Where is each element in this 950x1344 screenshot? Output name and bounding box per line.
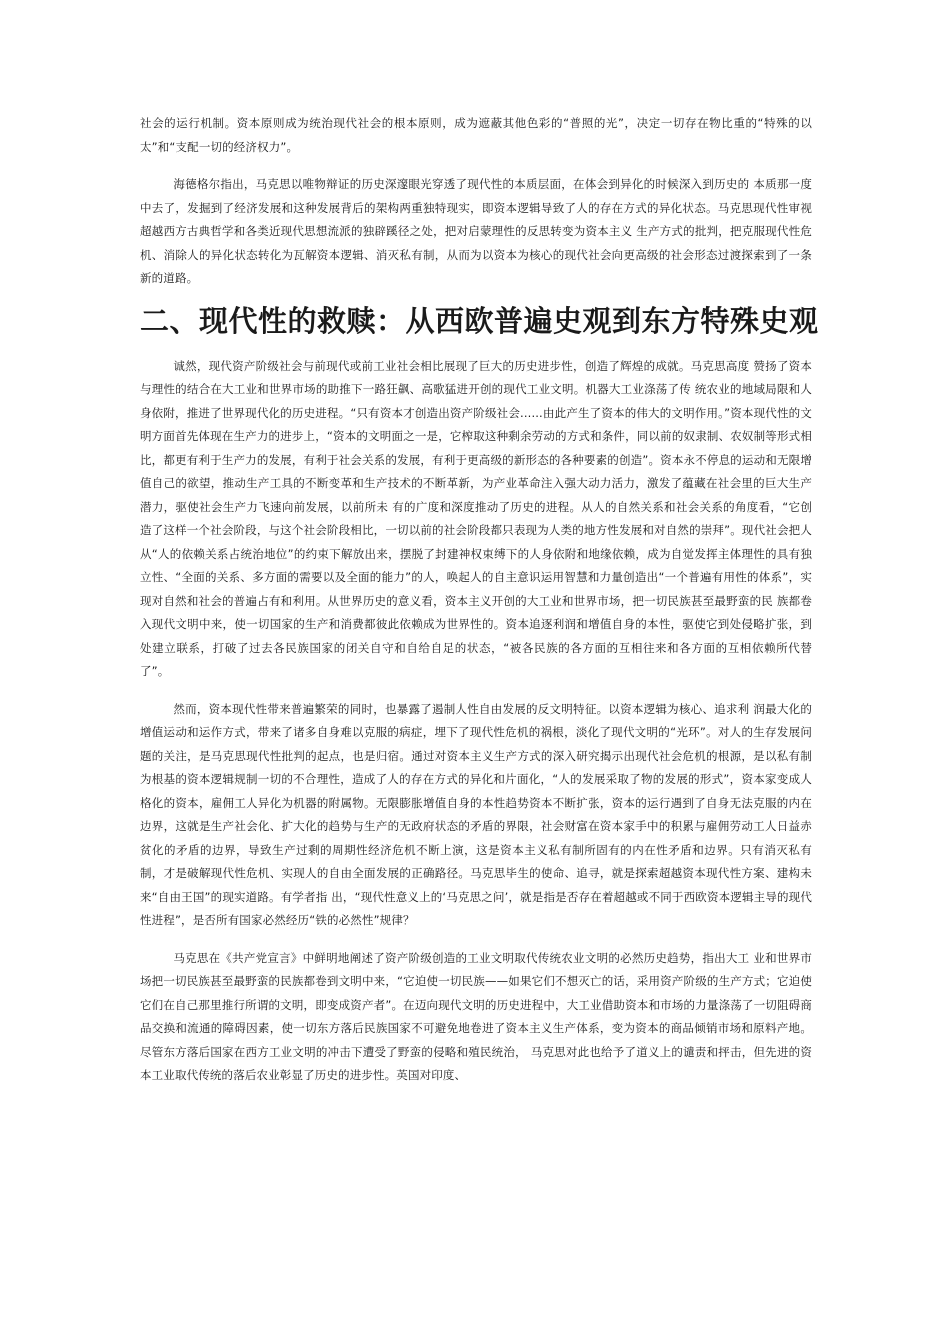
paragraph-heidegger: 海德格尔指出，马克思以唯物辩证的历史深邃眼光穿透了现代性的本质层面，在体会到异化的时候深入到历史的 本质那一度中去了，发掘到了经济发展和这种发展背后的架构两重独特现实，即资本逻辑导致了人的存在方式的异化状态。马克思现代性审视超越西方古典哲学和各类近现代思想流派的独辟蹊径之处，把对启蒙理性的反思转变为资本主义 生产方式的批判，把克服现代性危机、消除人的异化状态转化为瓦解资本逻辑、消灭私有制，从而为以资本为核心的现代社会向更高级的社会形态过渡探索到了一条新的道路。: [140, 177, 812, 285]
paragraph-communist-manifesto: 马克思在《共产党宣言》中鲜明地阐述了资产阶级创造的工业文明取代传统农业文明的必然历史趋势，指出大工 业和世界市场把一切民族甚至最野蛮的民族都卷到文明中来，“它迫使一切民族——如果它们不想灭亡的话，采用资产阶级的生产方式；它迫使它们在自己那里推行所谓的文明，即变成资产者”。在迈向现代文明的历史进程中，大工业借助资本和市场的力量涤荡了一切阻碍商品交换和流通的障碍因素，使一切东方落后民族国家不可避免地卷进了资本主义生产体系，变为资本的商品倾销市场和原料产地。尽管东方落后国家在西方工业文明的冲击下遭受了野蛮的侵略和殖民统治， 马克思对此也给予了道义上的谴责和抨击，但先进的资本工业取代传统的落后农业彰显了历史的进步性。英国对印度、: [140, 950, 812, 1082]
paragraph-continued: 社会的运行机制。资本原则成为统治现代社会的根本原则，成为遮蔽其他色彩的“普照的光”，决定一切存在物比重的“特殊的以太”和“支配一切的经济权力”。: [140, 116, 812, 154]
document-page: [140, 112, 819, 1088]
paragraph-anti-civilization: 然而，资本现代性带来普遍繁荣的同时，也暴露了遏制人性自由发展的反文明特征。以资本逻辑为核心、追求利 润最大化的增值运动和运作方式，带来了诸多自身难以克服的病症，埋下了现代性危机的祸根，淡化了现代文明的“光环”。对人的生存发展问题的关注，是马克思现代性批判的起点，也是归宿。通过对资本主义生产方式的深入研究揭示出现代社会危机的根源，是以私有制为根基的资本逻辑规制一切的不合理性，造成了人的存在方式的异化和片面化，“人的发展采取了物的发展的形式”，资本家变成人格化的资本，雇佣工人异化为机器的附属物。无限膨胀增值自身的本性趋势资本不断扩张，资本的运行遇到了自身无法克服的内在边界，这就是生产社会化、扩大化的趋势与生产的无政府状态的矛盾的界限，社会财富在资本家手中的积累与雇佣劳动工人日益赤贫化的矛盾的边界，导致生产过剩的周期性经济危机不断上演，这是资本主义私有制所固有的内在性矛盾和边界。只有消灭私有制，才是破解现代性危机、实现人的自由全面发展的正确路径。马克思毕生的使命、追寻，就是探索超越资本现代性方案、建构未来“自由王国”的现实道路。有学者指 出，“现代性意义上的‘马克思之问’，就是指是否存在着超越或不同于西欧资本逻辑主导的现代性进程”，是否所有国家必然经历“铁的必然性”规律？: [140, 701, 812, 927]
section-heading: 二、现代性的救赎：从西欧普遍史观到东方特殊史观: [140, 303, 819, 338]
paragraph-bourgeois-progress: 诚然，现代资产阶级社会与前现代或前工业社会相比展现了巨大的历史进步性，创造了辉煌的成就。马克思高度 赞扬了资本与理性的结合在大工业和世界市场的助推下一路狂飙、高歌猛进开创的现代工业文明。机器大工业涤荡了传 统农业的地域局限和人身依附，推进了世界现代化的历史进程。“只有资本才创造出资产阶级社会......由此产生了资本的伟大的文明作用。”资本现代性的文明方面首先体现在生产力的进步上，“资本的文明面之一是，它榨取这种剩余劳动的方式和条件，同以前的奴隶制、农奴制等形式相比，都更有利于生产力的发展，有利于社会关系的发展，有利于更高级的新形态的各种要素的创造”。资本永不停息的运动和无限增值自己的欲望，推动生产工具的不断变革和生产技术的不断革新，为产业革命注入强大动力活力，激发了蕴藏在社会里的巨大生产潜力，驱使社会生产力飞速向前发展，以前所未 有的广度和深度推动了历史的进程。从人的自然关系和社会关系的角度看，“它创造了这样一个社会阶段，与这个社会阶段相比，一切以前的社会阶段都只表现为人类的地方性发展和对自然的崇拜”。现代社会把人从“人的依赖关系占统治地位”的约束下解放出来，摆脱了封建神权束缚下的人身依附和地缘依赖，成为自觉发挥主体理性的具有独立性、“全面的关系、多方面的需要以及全面的能力”的人，唤起人的自主意识运用智慧和力量创造出“一个普遍有用性的体系”，实现对自然和社会的普遍占有和利用。从世界历史的意义看，资本主义开创的大工业和世界市场，把一切民族甚至最野蛮的民 族都卷入现代文明中来，使一切国家的生产和消费都彼此依赖成为世界性的。资本追逐利润和增值自身的本性，驱使它到处侵略扩张，到处建立联系，打破了过去各民族国家的闭关自守和自给自足的状态，“被各民族的各方面的互相往来和各方面的互相依赖所代替了”。: [140, 358, 812, 678]
